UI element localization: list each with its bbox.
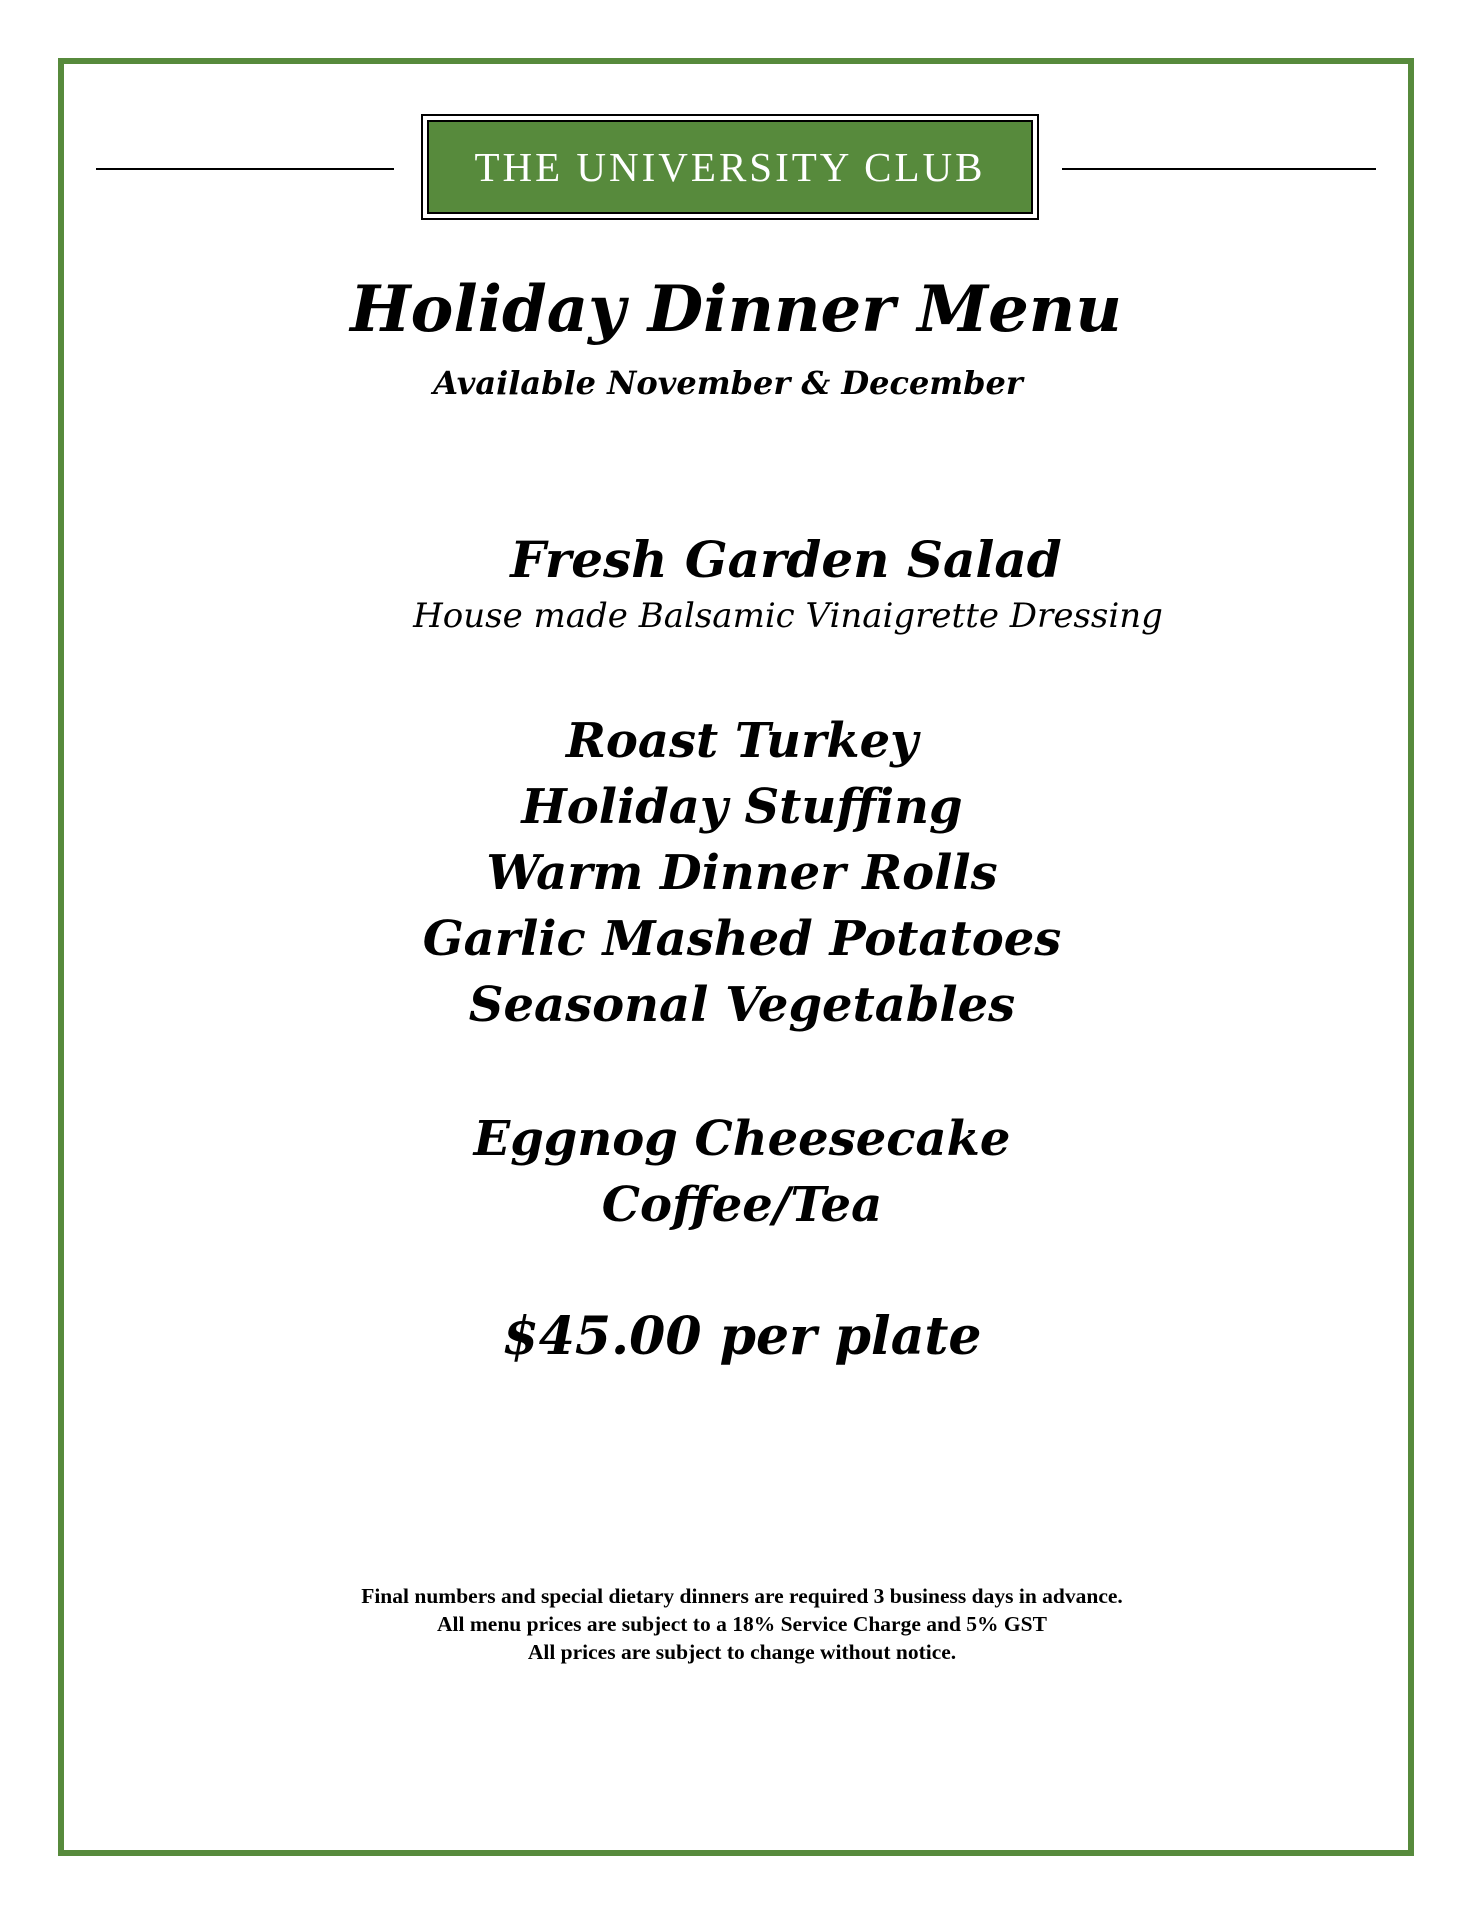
header-rule-right	[1062, 168, 1376, 170]
note-line: All menu prices are subject to a 18% Service Charge and 5% GST	[437, 1612, 1047, 1636]
club-logo	[421, 114, 1039, 220]
menu-item: Roast Turkey	[565, 713, 919, 769]
price-per-plate: $45.00 per plate	[502, 1306, 982, 1367]
menu-item: Coffee/Tea	[601, 1177, 883, 1233]
club-logo-panel	[427, 120, 1033, 214]
salad-description: House made Balsamic Vinaigrette Dressing	[413, 596, 1163, 636]
menu-title: Holiday Dinner Menu	[350, 272, 1122, 347]
menu-item: Seasonal Vegetables	[468, 977, 1016, 1033]
header-rule-left	[96, 168, 394, 170]
menu-item: Garlic Mashed Potatoes	[422, 911, 1062, 967]
menu-item: Warm Dinner Rolls	[486, 845, 998, 901]
dessert-list	[0, 1106, 1484, 1238]
note-line: All prices are subject to change without notice.	[527, 1640, 957, 1664]
club-logo-text: THE UNIVERSITY CLUB	[474, 144, 986, 190]
salad-name: Fresh Garden Salad	[510, 530, 1062, 589]
fine-print	[0, 1582, 1484, 1666]
note-line: Final numbers and special dietary dinners are required 3 business days in advance.	[361, 1584, 1123, 1608]
menu-item: Eggnog Cheesecake	[473, 1111, 1011, 1167]
main-course-list	[0, 708, 1484, 1038]
menu-item: Holiday Stuffing	[521, 779, 963, 835]
menu-subtitle: Available November & December	[433, 364, 1023, 402]
